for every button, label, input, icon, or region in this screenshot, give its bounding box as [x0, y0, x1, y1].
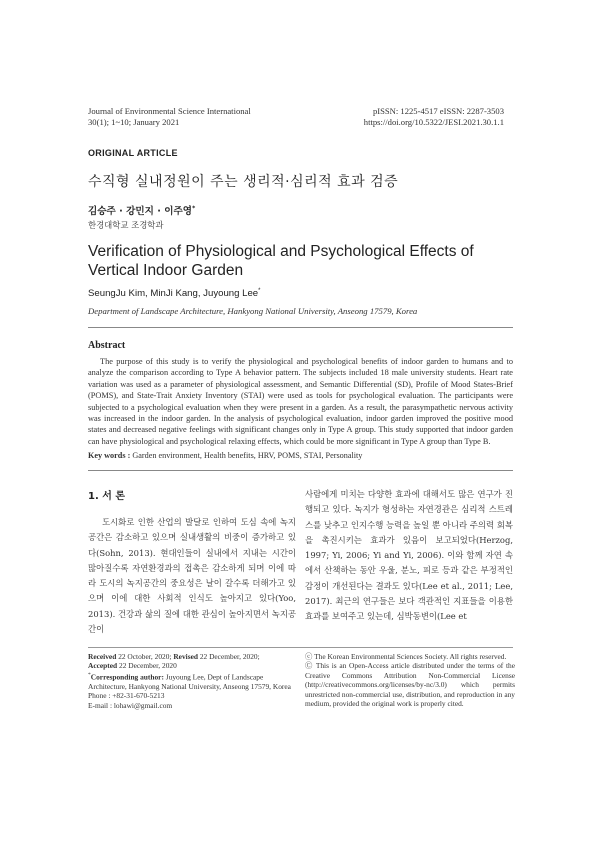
- corresponding-label: Corresponding author:: [90, 672, 164, 682]
- keywords: [88, 451, 513, 460]
- english-authors-mark: *: [258, 288, 261, 294]
- introduction-paragraph-left: 도시화로 인한 산업의 발달로 인하여 도심 속에 녹지공간은 감소하고 있으며 실내생활의 비중이 증가하고 있다(Sohn, 2013). 현대인들이 실내에서 지내는 시간이 많아질수록 자연환경과의 접촉은 감소하게 되며 이에 따라 도시의 녹지공간의 중요성은 날이 갈수록 더해가고 있으며 이에 대한 사회적 인식도 높아지고 있다(Yoo, 2013). 건강과 삶의 질에 대한 관심이 높아지면서 녹지공간이: [88, 517, 296, 635]
- korean-authors-names: 김승주 · 강민지 · 이주영: [88, 206, 193, 217]
- article-type: ORIGINAL ARTICLE: [88, 148, 178, 158]
- korean-affiliation: 한경대학교 조경학과: [88, 220, 164, 230]
- accepted-date: 22 December, 2020: [119, 661, 177, 671]
- corresponding-phone: Phone : +82-31-670-5213: [88, 691, 165, 701]
- english-affiliation: Department of Landscape Architecture, Hankyong National University, Anseong 17579, Korea: [88, 306, 418, 316]
- received-date: 22 October, 2020;: [118, 652, 172, 661]
- accepted-label: Accepted: [88, 661, 118, 671]
- korean-title: 수직형 실내정원이 주는 생리적·심리적 효과 검증: [88, 174, 399, 190]
- journal-issn: pISSN: 1225-4517 eISSN: 2287-3503: [372, 106, 504, 116]
- footnote-dates-line2: [88, 661, 298, 670]
- corresponding-author: [88, 671, 298, 691]
- abstract-top-rule: [88, 327, 513, 328]
- introduction-paragraph-right: 사람에게 미치는 다양한 효과에 대해서도 많은 연구가 진행되고 있다. 녹지가 형성하는 자연경관은 심리적 스트레스를 낮추고 인지수행 능력을 높일 뿐 아니라 주의력 회복을 촉진시키는 효과가 있음이 보고되었다(Herzog, 1997; Yi, 2006; Yi and Yi, 2006). 이와 함께 자연 속에서 산책하는 동안 우울, 분노, 피로 등과 같은 부정적인 감정이 개선된다는 결과도 있다(Lee et al., 2011; Lee, 2017). 최근의 연구들은 보다 객관적인 지표들을 이용한 효과를 보여주고 있는데, 심박동변이(Lee et: [305, 489, 513, 622]
- footnote-rule: [88, 647, 513, 648]
- received-label: Received: [88, 652, 117, 661]
- corresponding-mark: *: [88, 671, 91, 678]
- body-top-rule: [88, 470, 513, 471]
- footnote-copyright-license: [305, 652, 515, 708]
- english-title: Verification of Physiological and Psychological Effects of Vertical Indoor Garden: [88, 243, 474, 279]
- abstract-heading: Abstract: [88, 340, 126, 351]
- english-authors: [88, 288, 260, 299]
- corresponding-details: Juyoung Lee, Dept of Landscape Architecture, Hankyong National University, Anseong 17579, Korea: [88, 672, 291, 691]
- journal-header-right: [364, 106, 504, 128]
- keywords-label: Key words :: [88, 451, 131, 460]
- footnote-dates-line1: [88, 652, 298, 661]
- body-column-right: [305, 487, 513, 625]
- journal-doi[interactable]: https://doi.org/10.5322/JESI.2021.30.1.1: [363, 117, 504, 127]
- copyright-notice: ⓒ The Korean Environmental Sciences Society. All rights reserved.: [305, 652, 507, 661]
- english-authors-names: SeungJu Kim, MinJi Kang, Juyoung Lee: [88, 288, 259, 300]
- license-notice: Ⓒ This is an Open-Access article distributed under the terms of the Creative Commons Attribution Non-Commercial License (http://creativecommons.org/licenses/by-nc/3.0) which permits unrestricted non-commercial use, distribution, and reproduction in any medium, provided the original work is properly cited.: [305, 661, 515, 709]
- revised-date: 22 December, 2020;: [199, 652, 260, 661]
- footnote-dates-correspondence: [88, 652, 298, 710]
- journal-header-left: [88, 106, 251, 128]
- journal-volume: 30(1); 1~10; January 2021: [88, 117, 180, 127]
- abstract-text: The purpose of this study is to verify the physiological and psychological benefits of indoor garden to humans and to analyze the comparison according to Type A behavior pattern. The subjects included 18 male university students. Heart rate variation was used as a parameter of physiological assessment, and Semantic Differential (SD), Profile of Mood States-Brief (POMS), and State-Trait Anxiety Inventory (STAI) were used as tools for psychological evaluation. The participants were subjected to a psychological evaluation when they were present in a garden. As a result, the parasympathetic nervous activity was increased in the indoor garden. In the analysis of psychological evaluation, indoor garden improved the positive mood states and decreased negative feelings with significant changes only in Type A group. This study supported that indoor garden can have physiological and psychological relaxing effects, which could be more significant in Type A group than Type B.: [88, 357, 513, 446]
- section-heading-introduction: 1. 서 론: [88, 491, 126, 502]
- korean-authors-mark: *: [192, 204, 196, 212]
- abstract-body: [88, 356, 513, 447]
- corresponding-email[interactable]: E-mail : lohawi@gmail.com: [88, 700, 173, 710]
- korean-authors: [88, 203, 195, 217]
- body-column-left: [88, 515, 296, 637]
- journal-name: Journal of Environmental Science International: [88, 106, 251, 116]
- keywords-text: Garden environment, Health benefits, HRV, POMS, STAI, Personality: [132, 451, 363, 460]
- revised-label: Revised: [173, 652, 198, 661]
